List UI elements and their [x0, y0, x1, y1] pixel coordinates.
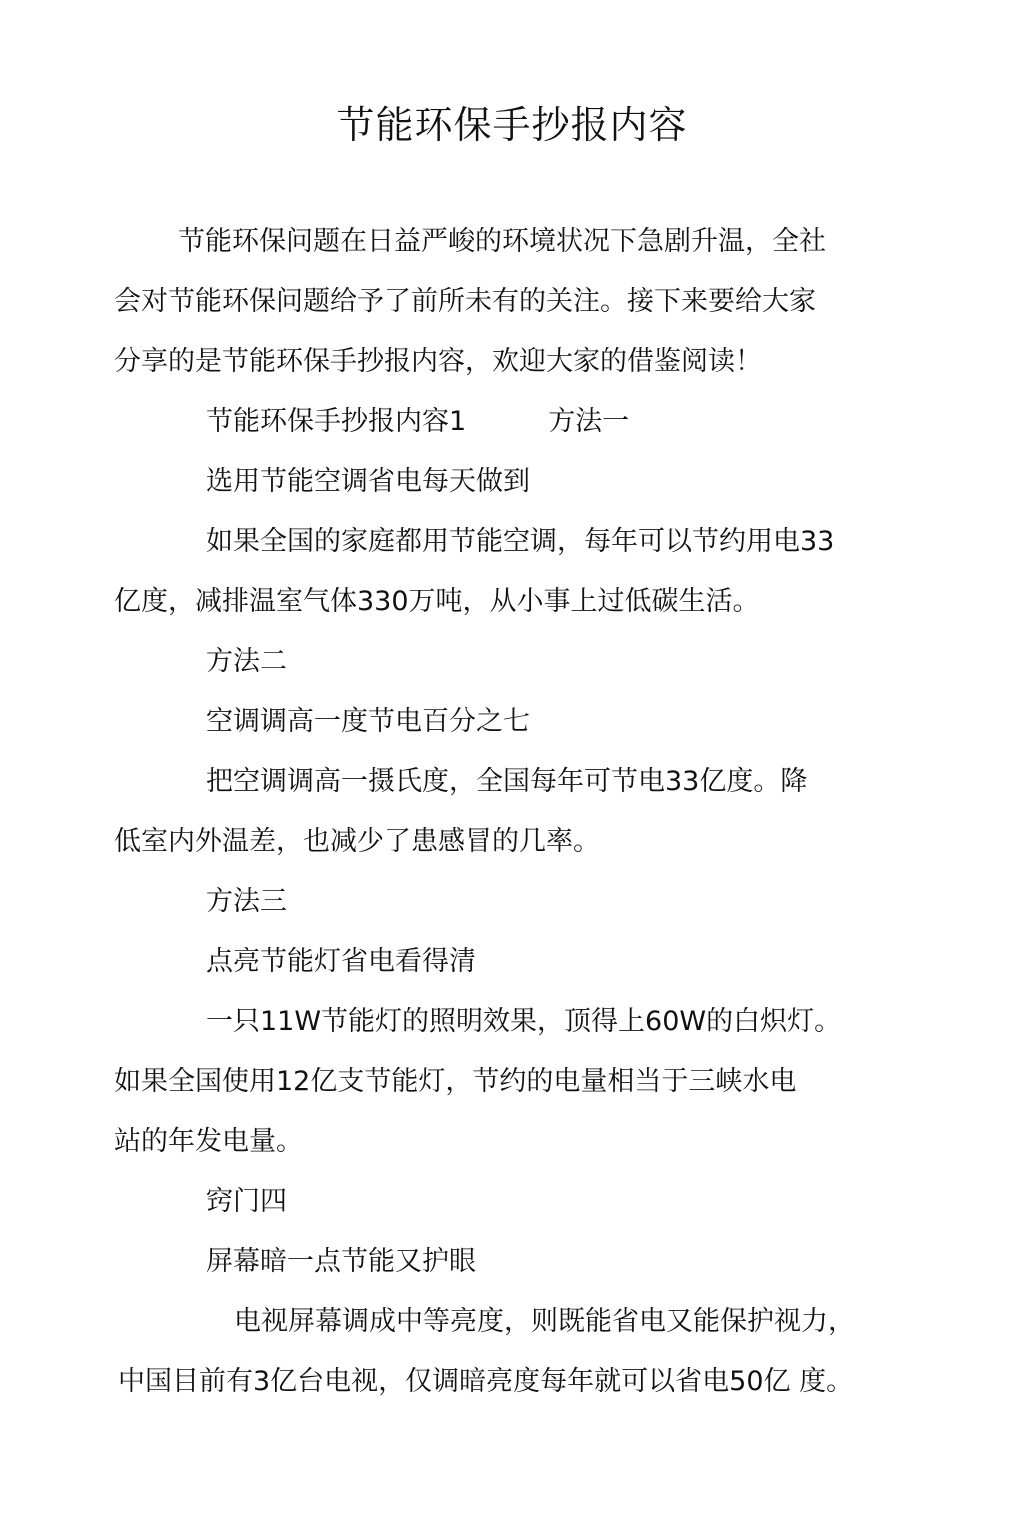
method-4-body-line-1: 电视屏幕调成中等亮度，则既能省电又能保护视力， [234, 1306, 855, 1337]
method-4-label: 窍门四 [206, 1186, 287, 1217]
method-1-label: 方法一 [548, 406, 630, 437]
method-4-heading: 屏幕暗一点节能又护眼 [206, 1246, 476, 1277]
document-title: 节能环保手抄报内容 [336, 103, 688, 147]
method-1-body-line-1: 如果全国的家庭都用节能空调，每年可以节约用电33 [206, 526, 835, 557]
intro-line-3: 分享的是节能环保手抄报内容，欢迎大家的借鉴阅读！ [114, 346, 762, 377]
method-3-body-line-3: 站的年发电量。 [114, 1126, 303, 1157]
method-2-body-line-1: 把空调调高一摄氏度，全国每年可节电33亿度。降 [206, 766, 808, 797]
method-2-body-line-2: 低室内外温差，也减少了患感冒的几率。 [114, 826, 600, 857]
method-2-heading: 空调调高一度节电百分之七 [206, 706, 530, 737]
method-4-body-line-2: 中国目前有3亿台电视，仅调暗亮度每年就可以省电50亿 度。 [118, 1366, 854, 1397]
section-heading-row [206, 402, 629, 442]
method-1-body-line-2: 亿度，减排温室气体330万吨，从小事上过低碳生活。 [114, 586, 760, 617]
method-1-heading: 选用节能空调省电每天做到 [206, 466, 530, 497]
method-3-heading: 点亮节能灯省电看得清 [206, 946, 476, 977]
method-3-body-line-2: 如果全国使用12亿支节能灯，节约的电量相当于三峡水电 [114, 1066, 797, 1097]
intro-line-2: 会对节能环保问题给予了前所未有的关注。接下来要给大家 [114, 286, 816, 317]
method-2-label: 方法二 [206, 646, 287, 677]
section-title: 节能环保手抄报内容1 [206, 406, 467, 437]
intro-line-1: 节能环保问题在日益严峻的环境状况下急剧升温，全社 [178, 226, 826, 257]
method-3-body-line-1: 一只11W节能灯的照明效果，顶得上60W的白炽灯。 [206, 1006, 842, 1037]
method-3-label: 方法三 [206, 886, 287, 917]
